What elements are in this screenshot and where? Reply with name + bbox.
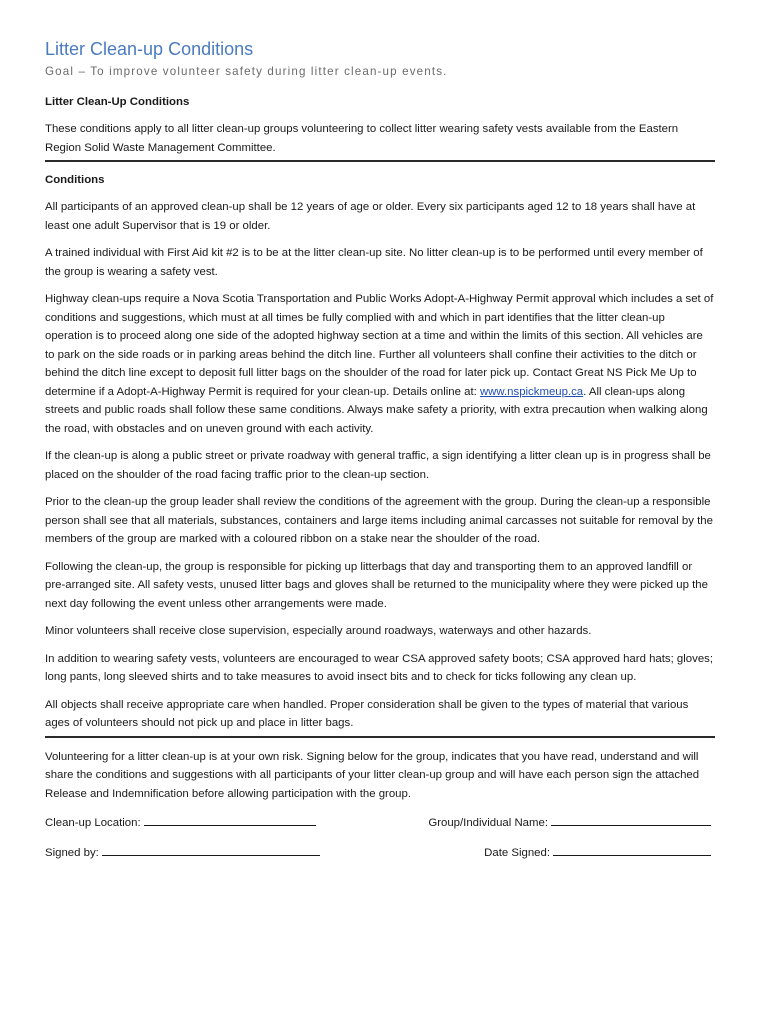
group-blank[interactable] (551, 814, 711, 826)
document-page (45, 36, 715, 861)
conditions-heading: Conditions (45, 174, 105, 186)
location-blank[interactable] (144, 814, 316, 826)
location-label: Clean-up Location: (45, 817, 141, 829)
condition-paragraph-equipment: In addition to wearing safety vests, volunteers are encouraged to wear CSA approved safety boots; CSA approved hard hats; gloves; long pants, long sleeved shirts and to take measures to avoid insect bits and to check for ticks following any clean up. (45, 652, 714, 683)
nspickmeup-link[interactable]: www.nspickmeup.ca (479, 385, 584, 398)
group-field[interactable] (428, 814, 715, 831)
highway-text-after-link: . All clean-ups along streets and public roads shall follow these same conditions. Always make safety a priority, with extra precaution when walking along the road, with obstacles and on uneven ground with each activity. (45, 385, 708, 435)
document-goal: Goal – To improve volunteer safety during litter clean-up events. (45, 65, 448, 78)
condition-paragraph-age: All participants of an approved clean-up shall be 12 years of age or older. Every six participants aged 12 to 18 years shall have at least one adult Supervisor that is 19 or older. (45, 201, 696, 232)
section-heading: Litter Clean-Up Conditions (45, 96, 190, 108)
closing-paragraph: Volunteering for a litter clean-up is at your own risk. Signing below for the group, indicates that you have read, understand and will share the conditions and suggestions with all participants of your litter clean-up group and will have each person sign the attached Release and Indemnification before allowing participation with the group. (45, 750, 700, 800)
divider-top (45, 160, 715, 162)
group-label: Group/Individual Name: (428, 817, 548, 829)
signature-row-2 (45, 844, 715, 861)
date-field[interactable] (484, 844, 715, 861)
highway-text-before-link: Highway clean-ups require a Nova Scotia Transportation and Public Works Adopt-A-Highway Permit approval which includes a set of conditions and suggestions, which must at all times be fully complied with and which in part identifies that the litter clean-up operation is to proceed along one side of the adopted highway section at a time and within the limits of this section. All vehicles are to park on the side roads or in parking areas behind the ditch line. Further all volunteers shall confine their activities to the ditch or behind the ditch line except to deposit full litter bags on the shoulder of the road for later pick up. Contact Great NS Pick Me Up to determine if a Adopt-A-Highway Permit is required for your clean-up. Details online at: (45, 293, 714, 398)
condition-paragraph-after-cleanup: Following the clean-up, the group is responsible for picking up litterbags that day and transporting them to an approved landfill or pre-arranged site. All safety vests, unused litter bags and gloves shall be returned to the municipality where they were picked up the next day following the event unless other arrangements were made. (45, 560, 708, 610)
date-label: Date Signed: (484, 847, 550, 859)
signed-by-blank[interactable] (102, 844, 320, 856)
signature-row-1 (45, 814, 715, 831)
date-blank[interactable] (553, 844, 711, 856)
location-field[interactable] (45, 814, 316, 831)
condition-paragraph-handling: All objects shall receive appropriate care when handled. Proper consideration shall be given to the types of material that various ages of volunteers should not pick up and place in litter bags. (45, 698, 689, 729)
signed-by-label: Signed by: (45, 847, 99, 859)
condition-paragraph-signage: If the clean-up is along a public street or private roadway with general traffic, a sign identifying a litter clean up is in progress shall be placed on the shoulder of the road facing traffic prior to the clean-up section. (45, 450, 711, 481)
condition-paragraph-supervision: Minor volunteers shall receive close supervision, especially around roadways, waterways and other hazards. (45, 625, 592, 637)
condition-paragraph-review: Prior to the clean-up the group leader shall review the conditions of the agreement with the group. During the clean-up a responsible person shall see that all materials, substances, containers and large items including animal carcasses not suitable for removal by the members of the group are marked with a coloured ribbon on a stake near the shoulder of the road. (45, 496, 713, 545)
intro-paragraph: These conditions apply to all litter clean-up groups volunteering to collect litter wearing safety vests available from the Eastern Region Solid Waste Management Committee. (45, 123, 679, 154)
divider-bottom (45, 736, 715, 738)
document-title: Litter Clean-up Conditions (45, 39, 254, 59)
signed-by-field[interactable] (45, 844, 320, 861)
condition-paragraph-highway (45, 290, 715, 438)
condition-paragraph-first-aid: A trained individual with First Aid kit #2 is to be at the litter clean-up site. No litter clean-up is to be performed until every member of the group is wearing a safety vest. (45, 247, 703, 278)
